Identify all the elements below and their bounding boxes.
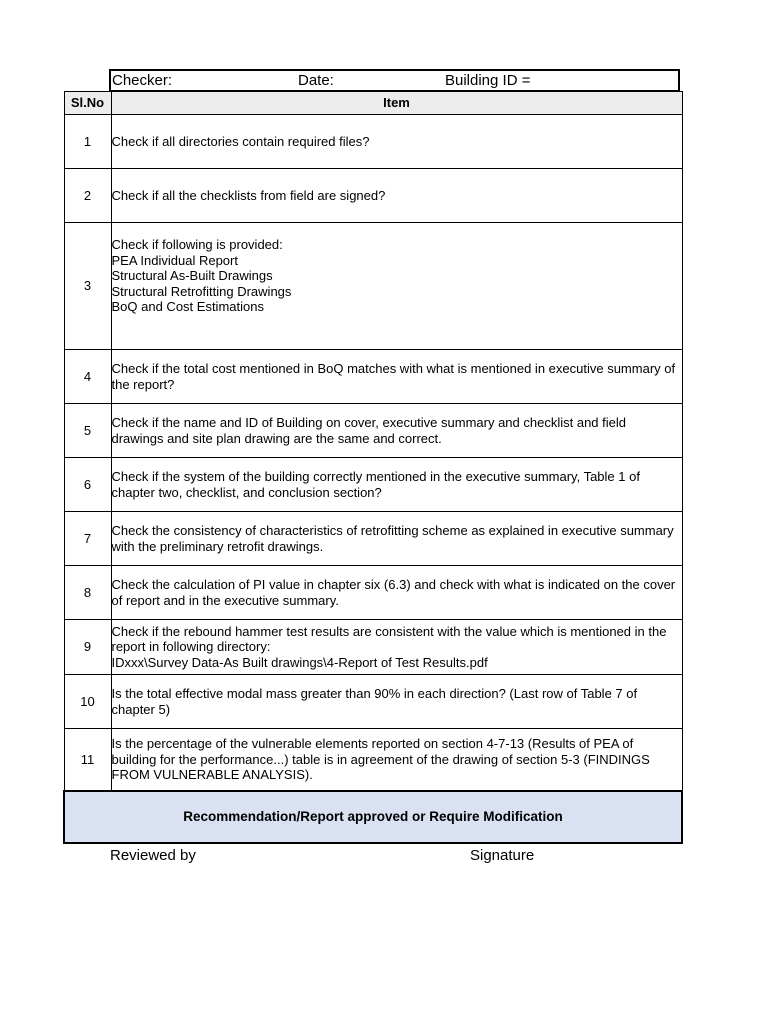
row-number: 7 (64, 512, 111, 566)
row-number: 6 (64, 458, 111, 512)
row-number: 8 (64, 566, 111, 620)
row-item-text: Check if all the checklists from field are signed? (111, 169, 682, 223)
row-item-text: Check the calculation of PI value in chapter six (6.3) and check with what is indicated on the cover of report and in the executive summary. (111, 566, 682, 620)
signature-label: Signature (470, 846, 535, 864)
date-label: Date: (298, 72, 334, 89)
row-item-text: Check the consistency of characteristics of retrofitting scheme as explained in executive summary with the preliminary retrofit drawings. (111, 512, 682, 566)
checklist-sheet (63, 69, 681, 868)
header-row (109, 69, 680, 91)
column-header-sl-no: Sl.No (64, 92, 111, 115)
row-item-text: Check if all directories contain required files? (111, 115, 682, 169)
table-row (64, 675, 682, 729)
table-row (64, 729, 682, 791)
column-header-row (64, 92, 682, 115)
table-row (64, 404, 682, 458)
row-number: 1 (64, 115, 111, 169)
reviewed-by-label: Reviewed by (110, 846, 196, 864)
row-item-text: Check if the name and ID of Building on cover, executive summary and checklist and field drawings and site plan drawing are the same and correct. (111, 404, 682, 458)
recommendation-cell: Recommendation/Report approved or Require Modification (64, 791, 682, 843)
row-number: 2 (64, 169, 111, 223)
row-item-text: Check if following is provided: PEA Individual Report Structural As-Built Drawings Structural Retrofitting Drawings BoQ and Cost Estimations (111, 223, 682, 350)
table-row (64, 620, 682, 675)
recommendation-row (64, 791, 682, 843)
row-number: 4 (64, 350, 111, 404)
table-row (64, 458, 682, 512)
table-row (64, 169, 682, 223)
table-row (64, 115, 682, 169)
row-number: 11 (64, 729, 111, 791)
building-id-label: Building ID = (445, 72, 531, 89)
row-number: 10 (64, 675, 111, 729)
row-number: 9 (64, 620, 111, 675)
table-row (64, 566, 682, 620)
row-item-text: Check if the system of the building correctly mentioned in the executive summary, Table 1 of chapter two, checklist, and conclusion section? (111, 458, 682, 512)
table-row (64, 223, 682, 350)
row-number: 5 (64, 404, 111, 458)
row-item-text: Check if the total cost mentioned in BoQ matches with what is mentioned in executive summary of the report? (111, 350, 682, 404)
table-row (64, 350, 682, 404)
row-item-text: Is the total effective modal mass greater than 90% in each direction? (Last row of Table 7 of chapter 5) (111, 675, 682, 729)
row-item-text: Check if the rebound hammer test results are consistent with the value which is mentioned in the report in following directory: IDxxx\Survey Data-As Built drawings\4-Report of Test Results.pdf (111, 620, 682, 675)
table-row (64, 512, 682, 566)
row-number: 3 (64, 223, 111, 350)
footer-row (110, 844, 681, 868)
checklist-table (63, 91, 683, 844)
checker-label: Checker: (112, 72, 173, 89)
row-item-text: Is the percentage of the vulnerable elements reported on section 4-7-13 (Results of PEA of building for the performance...) table is in agreement of the drawing of section 5-3 (FINDINGS FROM VULNERABLE ANALYSIS). (111, 729, 682, 791)
column-header-item: Item (111, 92, 682, 115)
